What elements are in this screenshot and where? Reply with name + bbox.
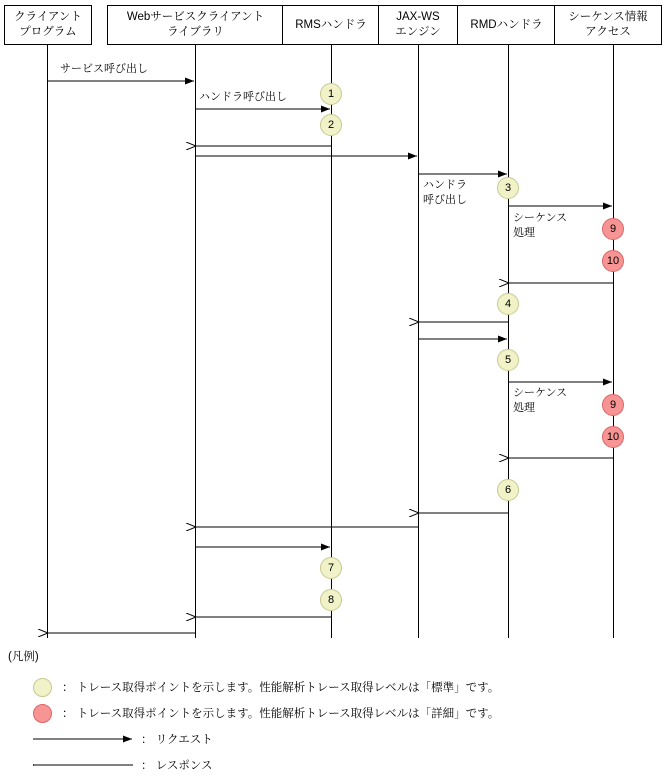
standard-circle-icon [33,678,52,697]
legend-row-detail [8,700,658,726]
legend-text-response: ： レスポンス [141,760,213,772]
lifeline-label-line2: アクセス [585,26,631,38]
trace-point-10a: 10 [602,250,624,272]
trace-point-9b: 9 [602,394,624,416]
legend [8,648,658,778]
lifeline-label-line2: エンジン [395,26,441,38]
message-label-sequence-process-1: シーケンス 処理 [513,212,568,239]
legend-text-standard: ： トレース取得ポイントを示します。性能解析トレース取得レベルは「標準」です。 [62,682,500,694]
lifeline-label-line1: Webサービスクライアント [126,11,265,23]
lifeline-label-line2: ライブラリ [167,26,224,38]
lifeline-label-line1: クライアント [14,11,82,23]
legend-text-request: ： リクエスト [141,734,213,746]
lifeline-label-line1: JAX-WS [396,11,440,23]
lifeline-label-line1: RMSハンドラ [295,18,367,31]
trace-point-5: 5 [497,349,519,371]
solid-arrow-icon [33,734,133,744]
message-label-sequence-process-2: シーケンス 処理 [513,387,568,414]
lifeline-label-line2: プログラム [19,26,77,38]
detail-circle-icon [33,704,52,723]
message-label-handler-call-2: ハンドラ 呼び出し [423,179,467,206]
trace-point-8: 8 [320,589,342,611]
trace-point-2: 2 [320,114,342,136]
legend-row-request [8,726,658,752]
trace-point-7: 7 [320,557,342,579]
lifeline-label-line1: シーケンス情報 [568,11,648,23]
trace-point-9a: 9 [602,218,624,240]
open-arrow-icon [33,760,133,770]
lifeline-label-line1: RMDハンドラ [470,18,543,31]
trace-point-4: 4 [497,293,519,315]
legend-text-detail: ： トレース取得ポイントを示します。性能解析トレース取得レベルは「詳細」です。 [62,708,500,720]
message-label-service-call: サービス呼び出し [60,63,148,75]
legend-row-response [8,752,658,778]
legend-title: (凡例) [8,651,39,663]
legend-row-standard [8,674,658,700]
trace-point-10b: 10 [602,426,624,448]
message-label-handler-call-1: ハンドラ呼び出し [199,91,287,103]
trace-point-6: 6 [497,479,519,501]
trace-point-1: 1 [320,83,342,105]
trace-point-3: 3 [497,177,519,199]
